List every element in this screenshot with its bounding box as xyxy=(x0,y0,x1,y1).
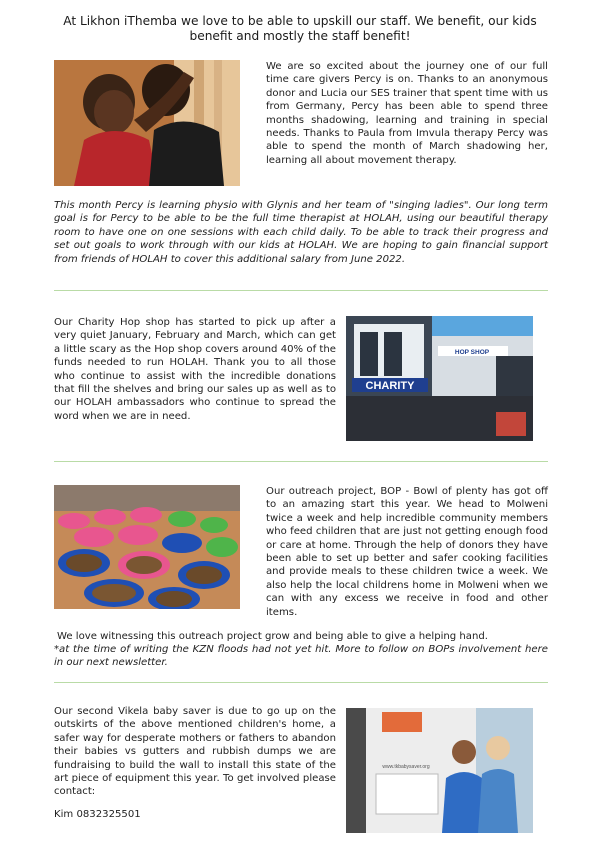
bowl-of-plenty-photo-art xyxy=(54,485,240,609)
bowl-of-plenty-photo xyxy=(54,485,240,609)
therapy-photo-art xyxy=(54,60,240,186)
intro-heading: At Likhon iThemba we love to be able to upskill our staff. We benefit, our kids benefit and mostly the staff benefit! xyxy=(63,14,537,43)
divider xyxy=(54,290,548,291)
hop-shop-sign-label: HOP SHOP xyxy=(454,349,490,356)
therapy-goal-text: This month Percy is learning physio with Glynis and her team of "singing ladies". Our long term goal is for Percy to be able to be the full time therapist at HOLAH, using our beautiful therapy room to have one on one sessions with each child daily. To be able to track their progress and set out goals to work through with our kids at HOLAH. We are hoping to gain financial support from friends of HOLAH to cover this additional salary from June 2022. xyxy=(54,200,548,265)
bop-closing-text: We love witnessing this outreach project grow and being able to give a helping hand. xyxy=(57,631,489,642)
baby-saver-text: Our second Vikela baby saver is due to go up on the outskirts of the above mentioned children's home, a safer way for desperate mothers or fathers to abandon their babies vs gutters and rubbish dumps we are fundraising to build the wall to install this state of the art piece of equipment this year. To get involved please contact: xyxy=(54,706,336,798)
charity-sign-label: CHARITY xyxy=(365,380,415,392)
baby-saver-photo xyxy=(346,708,533,833)
divider xyxy=(54,682,548,683)
floods-note: *at the time of writing the KZN floods had not yet hit. More to follow on BOPs involvement here in our next newsletter. xyxy=(54,644,548,669)
therapy-photo xyxy=(54,60,240,186)
hop-shop-text: Our Charity Hop shop has started to pick up after a very quiet January, February and March, which can get a little scary as the Hop shop covers around 40% of the funds needed to run HOLAH. Thank you to all those who continue to assist with the incredible donations that fill the shelves and bring our sales up as well as to our HOLAH ambassadors who continue to spread the word when we are in need. xyxy=(54,317,336,422)
bop-text: Our outreach project, BOP - Bowl of plenty has got off to an amazing start this year. We head to Molweni twice a week and help incredible community members who feed children that are just not getting enough food or care at home. Through the help of donors they have been able to set up better and safer cooking facilities and provide meals to these children twice a week. We also help the local childrens home in Molweni when we can with any excess we receive in food and other items. xyxy=(266,486,548,618)
baby-saver-sign-url: www.tkbabysaver.org xyxy=(382,764,430,770)
contact-text: Kim 0832325501 xyxy=(54,809,141,820)
divider xyxy=(54,461,548,462)
therapy-text: We are so excited about the journey one of our full time care givers Percy is on. Thanks to an anonymous donor and Lucia our SES trainer that spent time with us from Germany, Percy has been able to spend three months shadowing, learning and training in special needs. Thanks to Paula from Imvula therapy Percy was able to spend the month of March shadowing her, learning all about movement therapy. xyxy=(266,61,548,166)
hop-shop-photo xyxy=(346,316,533,441)
hop-shop-photo-art xyxy=(346,316,533,441)
baby-saver-photo-art xyxy=(346,708,533,833)
